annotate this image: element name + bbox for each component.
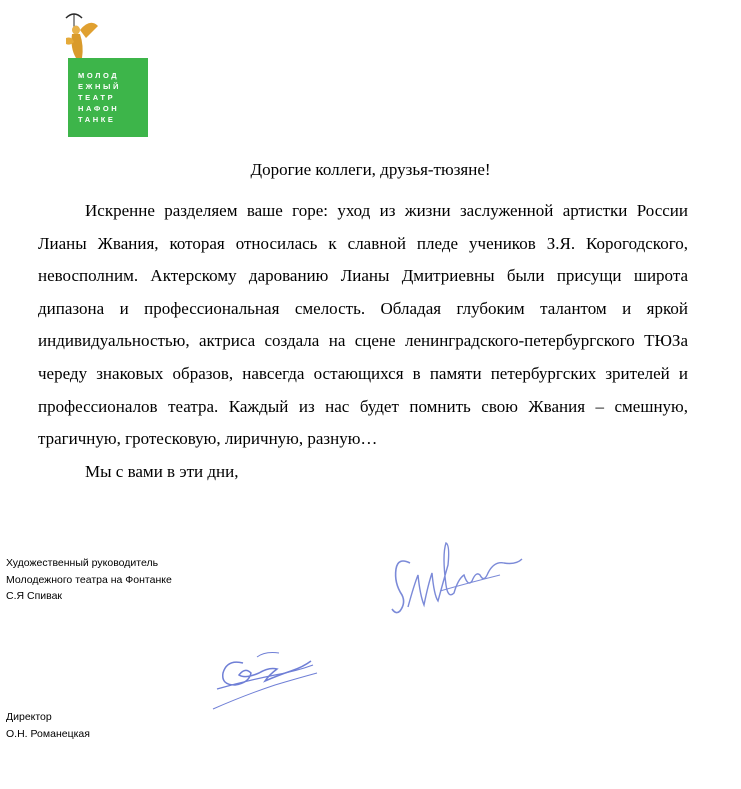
signatory-block-director (6, 709, 90, 742)
signatory-name: О.Н. Романецкая (6, 727, 90, 740)
handwritten-signature-romanetskaya (205, 645, 320, 715)
logo-line: НАФОН (78, 104, 120, 113)
letter-paragraph: Искренне разделяем ваше горе: уход из жизни заслуженной артистки России Лианы Жвания, которая относилась к славной пледе учеников З.Я. Корогодского, невосполним. Актерскому дарованию Лианы Дмитриевны были присущи широта дипазона и профессиональная смелость. Обладая глубоким талантом и яркой индивидуальностью, актриса создала на сцене ленинградского-петербургского ТЮЗа череду знаковых образов, навсегда остающихся в памяти петербургских зрителей и профессионалов театра. Каждый из нас будет помнить свою Жвания – смешную, трагичную, гротесковую, лиричную, разную… (38, 201, 688, 449)
logo-line: ТЕАТР (78, 93, 116, 102)
theatre-logo (68, 58, 148, 137)
letter-greeting: Дорогие коллеги, друзья-тюзяне! (250, 160, 491, 179)
signatory-name: С.Я Спивак (6, 590, 63, 602)
signatory-title: Художественный руководитель (6, 557, 159, 569)
angel-with-umbrella-icon (60, 8, 100, 60)
logo-line: МОЛОД (78, 71, 120, 80)
letter-body (38, 195, 688, 488)
logo-line: ЕЖНЫЙ (78, 82, 121, 91)
letter-closing: Мы с вами в эти дни, (85, 461, 239, 481)
logo-line: ТАНКЕ (78, 115, 116, 124)
signatory-organization: Молодежного театра на Фонтанке (6, 573, 172, 586)
signatory-title: Директор (6, 711, 52, 723)
signatory-block-director-artistic (6, 555, 172, 605)
handwritten-signature-spivak (388, 535, 528, 620)
